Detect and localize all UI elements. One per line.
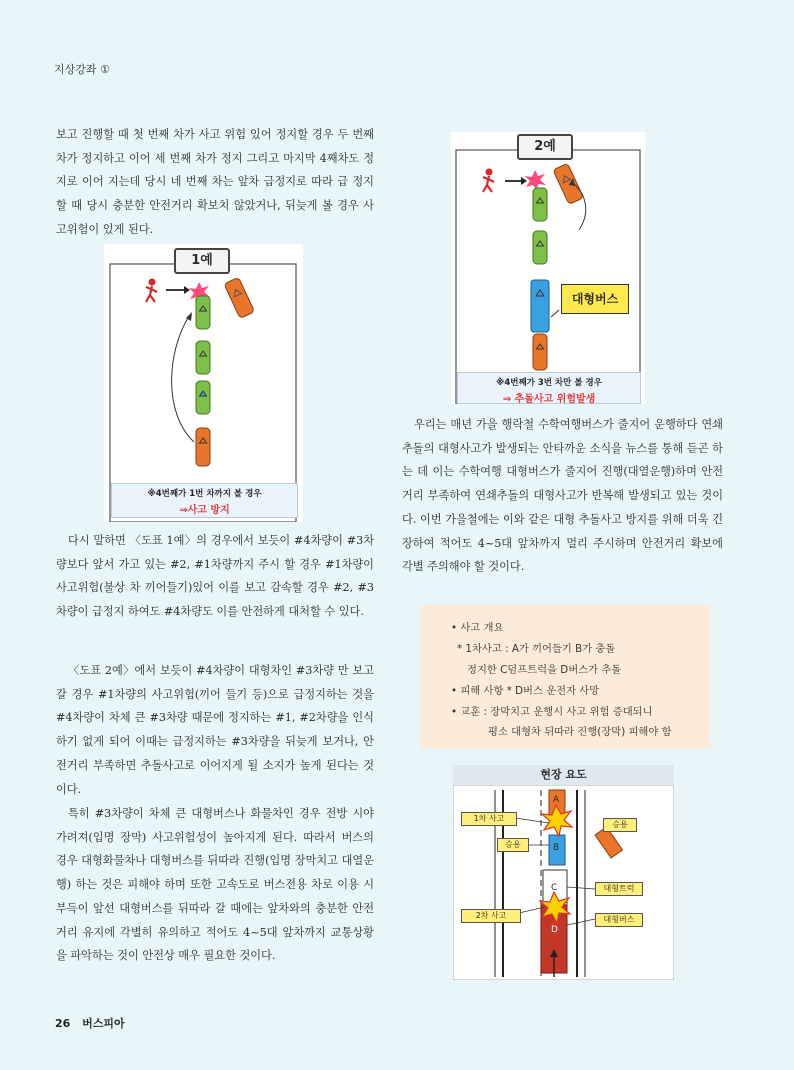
figure-2-diagram xyxy=(451,132,645,404)
figure-example-1 xyxy=(104,244,303,522)
summary-line-6: 평소 대형차 뒤따라 진행(장막) 피해야 함 xyxy=(488,726,672,738)
summary-line-5: • 교훈 : 장막치고 운행시 사고 위험 증대되니 xyxy=(451,706,653,718)
body-paragraph-1: 보고 진행할 때 첫 번째 차가 사고 위험 있어 정지할 경우 두 번째 차가 정지하고 이어 세 번째 차가 정지 그리고 마지막 4째차도 정지로 이어 지는데 당시 네 번째 차는 앞차 급정지로 따라 급 정지할 때 당시 충분한 안전거리 확보치 않았거나, 뒤늦게 볼 경우 사고위험이 있게 된다. xyxy=(56,128,374,236)
label-car-1: 승용 xyxy=(497,838,529,852)
figure-1-caption-line2: ⇒사고 방지 xyxy=(179,505,230,516)
figure-1-title: 1예 xyxy=(174,248,230,274)
figure-2-caption-line2: ⇒ 추돌사고 위험발생 xyxy=(502,394,596,405)
figure-2-title: 2예 xyxy=(517,134,573,160)
pedestrian-icon xyxy=(483,169,494,193)
figure-2-caption xyxy=(457,372,641,404)
body-paragraph-5: 우리는 매년 가을 행락철 수학여행버스가 줄지어 운행하다 연쇄추돌의 대형사고가 발생되는 안타까운 소식을 뉴스를 통해 듣곤 하는 데 이는 수학여행 대형버스가 줄지어 진행(대열운행)하며 안전거리 부족하여 연쇄추돌의 대형사고가 반복해 발생되고 있는 것이다. 이번 가을철에는 이와 같은 대형 추돌사고 방지를 위해 더욱 긴장하여 적어도 4~5대 앞차까지 멀리 주시하며 안전거리 확보에 각별 주의해야 할 것이다. xyxy=(402,418,723,574)
page-footer xyxy=(55,1015,125,1031)
figure-2-bus-label: 대형버스 xyxy=(561,284,629,314)
summary-line-3: 정지한 C덤프트럭을 D버스가 추돌 xyxy=(467,664,622,676)
body-paragraph-4: 특히 #3차량이 차체 큰 대형버스나 화물차인 경우 전방 시야 가려져(입명 장막) 사고위험성이 높아지게 된다. 따라서 버스의 경우 대형화물차나 대형버스를 뒤따라 진행(입명 장막치고 대열운행) 하는 것은 피해야 하며 또한 고속도로 버스전용 차로 이용 시 부득이 앞선 대형버스를 뒤따라 갈 때에는 앞차와의 충분한 안전거리 유지에 각별히 유의하고 적어도 4~5대 앞차까지 교통상황을 파악하는 것이 안전상 매우 필요한 것이다. xyxy=(56,807,374,963)
figure-site-map xyxy=(453,765,674,980)
site-map-diagram xyxy=(453,765,674,980)
vehicle-a: A xyxy=(553,795,560,805)
summary-line-1: • 사고 개요 xyxy=(451,622,504,634)
label-car-2: 승용 xyxy=(603,818,637,832)
section-header: 지상강좌 ① xyxy=(54,63,110,76)
vehicle-b: B xyxy=(553,843,560,853)
figure-2-caption-line1: ※4번째가 3번 차만 볼 경우 xyxy=(496,378,602,388)
magazine-name: 버스피아 xyxy=(82,1017,125,1030)
body-paragraph-2: 다시 말하면 〈도표 1예〉의 경우에서 보듯이 #4차량이 #3차량보다 앞서 가고 있는 #2, #1차량까지 주시 할 경우 #1차량이 사고위험(불상 차 끼어들기)있어 이를 보고 감속할 경우 #2, #3차량이 급정지 하여도 #4차량도 이를 안전하게 대처할 수 있다. xyxy=(56,534,374,619)
label-bus: 대형버스 xyxy=(595,913,643,927)
summary-line-2: * 1차사고 : A가 끼어들기 B가 충돌 xyxy=(457,643,616,655)
page-number: 26 xyxy=(55,1017,71,1030)
label-accident-1: 1차 사고 xyxy=(461,812,517,826)
figure-1-caption xyxy=(111,483,298,518)
figure-example-2 xyxy=(451,132,645,404)
vehicle-c: C xyxy=(551,883,558,893)
label-accident-2: 2차 사고 xyxy=(461,909,521,923)
pedestrian-icon xyxy=(146,279,157,303)
summary-line-4: • 피해 사항 * D버스 운전자 사망 xyxy=(451,685,600,697)
body-paragraph-3: 〈도표 2예〉에서 보듯이 #4차량이 대형차인 #3차량 만 보고 갈 경우 #1차량의 사고위험(끼어 들기 등)으로 급정지하는 것을 #4차량이 차체 큰 #3차량 때문에 정지하는 #1, #2차량을 인식하기 없게 되어 이때는 급정지하는 #3차량을 뒤늦게 보거나, 안전거리 부족하면 추돌사고로 이어지게 될 소지가 높게 된다는 것이다. xyxy=(56,664,374,796)
label-dump-truck: 대형트럭 xyxy=(595,882,643,896)
figure-1-caption-line1: ※4번째가 1번 차까지 볼 경우 xyxy=(147,489,262,499)
site-map-title: 현장 요도 xyxy=(453,765,674,785)
vehicle-d: D xyxy=(551,925,558,935)
accident-summary-box xyxy=(420,605,710,748)
figure-1-diagram xyxy=(104,244,303,522)
